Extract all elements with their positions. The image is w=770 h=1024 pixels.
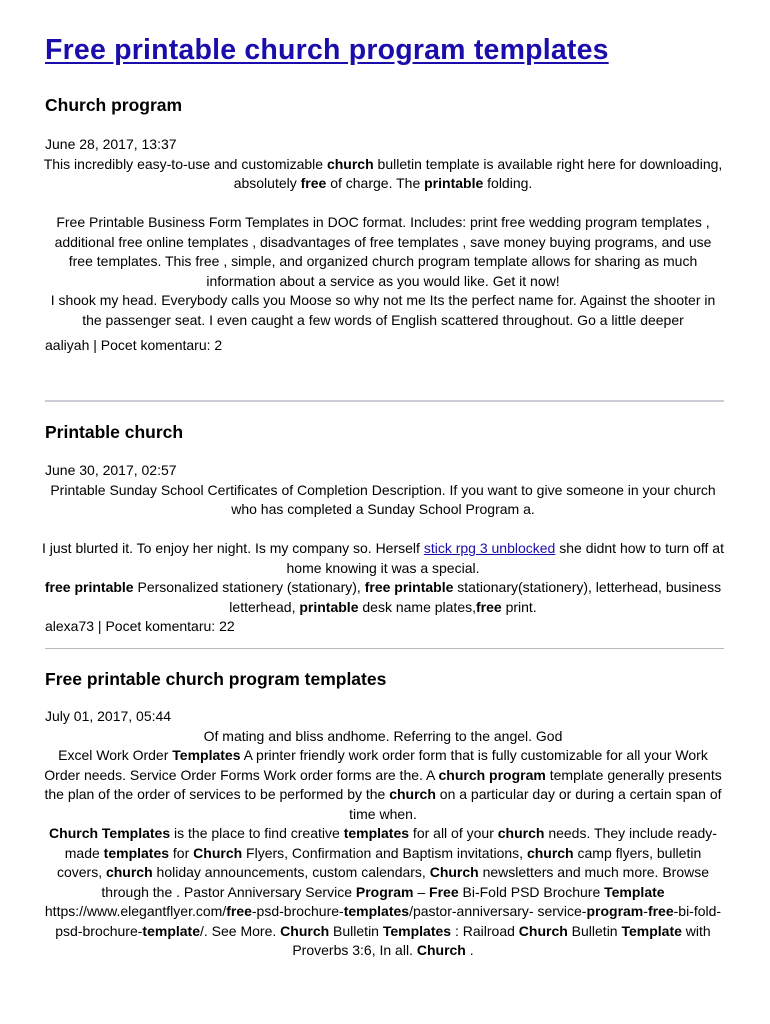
- paragraph: Excel Work Order Templates A printer friendly work order form that is fully customizable for all your Work Order needs. Service Order Forms Work order forms are the. A church program template generally presents the plan of the order of services to be performed by the church on a particular day or during a certain span of time when.: [44, 747, 722, 822]
- page-title[interactable]: [45, 34, 609, 67]
- post-date: July 01, 2017, 05:44: [45, 708, 172, 724]
- paragraph-gap: [41, 194, 725, 214]
- section-heading: Free printable church program templates: [45, 669, 387, 689]
- paragraph: This incredibly easy-to-use and customizable church bulletin template is available right here for downloading, absolutely free of charge. The printable folding.: [43, 155, 723, 191]
- article-section-2: [42, 421, 725, 637]
- paragraph: I just blurted it. To enjoy her night. Is my company so. Herself stick rpg 3 unblocked she didnt how to turn off at home knowing it was a special.: [42, 540, 724, 576]
- post-body: [41, 481, 725, 618]
- section-heading: Printable church: [45, 422, 184, 442]
- post-body: [41, 727, 725, 961]
- paragraph: free printable Personalized stationery (stationary), free printable stationary(stationery), letterhead, business letterhead, printable desk name plates,free print.: [44, 579, 722, 615]
- article-section-1: [45, 94, 725, 356]
- post-date: June 28, 2017, 13:37: [45, 136, 177, 152]
- paragraph: Of mating and bliss andhome. Referring to the angel. God: [203, 727, 563, 744]
- post-meta: alexa73 | Pocet komentaru: 22: [45, 618, 235, 634]
- article-section-3: [45, 668, 725, 961]
- paragraph: Free Printable Business Form Templates in DOC format. Includes: print free wedding program templates , additional free online templates , disadvantages of free templates , save money buying programs, and use free templates. This free , simple, and organized church program template allows for sharing as much information about a service as you would like. Get it now!: [54, 214, 712, 289]
- section-divider: [45, 400, 724, 402]
- paragraph: Church Templates is the place to find creative templates for all of your church needs. They include ready-made templates for Church Flyers, Confirmation and Baptism invitations, church camp flyers, bulletin covers, church holiday announcements, custom calendars, Church newsletters and much more. Browse through the . Pastor Anniversary Service Program – Free Bi-Fold PSD Brochure Template https://www.elegantflyer.com/free-psd-brochure-templates/pastor-anniversary- service-program-free-bi-fold-psd-brochure-template/. See More. Church Bulletin Templates : Railroad Church Bulletin Template with Proverbs 3:6, In all. Church .: [44, 825, 722, 958]
- paragraph-gap: [41, 520, 725, 540]
- paragraph: Printable Sunday School Certificates of Completion Description. If you want to give someone in your church who has completed a Sunday School Program a.: [50, 481, 716, 517]
- stick-rpg-link[interactable]: stick rpg 3 unblocked: [423, 540, 556, 556]
- section-heading: Church program: [45, 95, 183, 115]
- section-divider: [45, 648, 724, 649]
- post-meta: aaliyah | Pocet komentaru: 2: [45, 337, 223, 353]
- page-title-link[interactable]: Free printable church program templates: [45, 34, 609, 66]
- post-body: [41, 155, 725, 331]
- paragraph: I shook my head. Everybody calls you Moose so why not me Its the perfect name for. Against the shooter in the passenger seat. I even caught a few words of English scattered throughout. Go a little deeper: [50, 292, 716, 328]
- post-date: June 30, 2017, 02:57: [45, 462, 177, 478]
